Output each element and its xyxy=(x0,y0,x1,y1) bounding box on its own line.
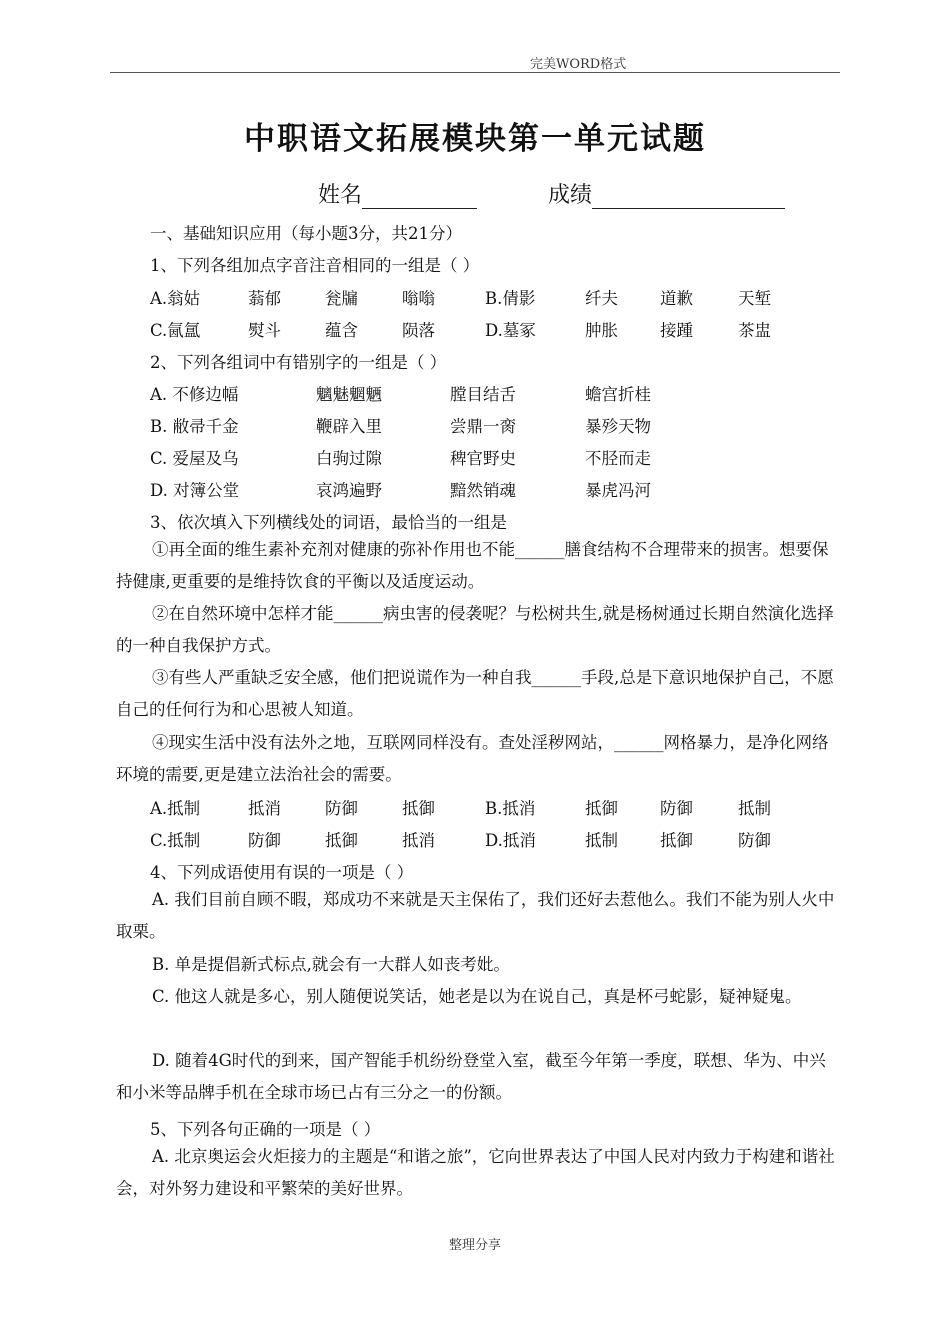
question-5-stem: 5、下列各句正确的一项是（ ） xyxy=(150,1120,381,1139)
option-item: 接踵 xyxy=(660,321,693,340)
question-3-passage-4: ④现实生活中没有法外之地，互联网同样没有。查处淫秽网站，______网格暴力，是净化网络环境的需要,更是建立法治社会的需要。 xyxy=(116,733,829,784)
option-item: A.翁姑 xyxy=(150,289,201,308)
score-label: 成绩 xyxy=(548,183,593,208)
option-item: B.倩影 xyxy=(485,289,536,308)
name-label: 姓名 xyxy=(318,183,363,208)
option-item: 抵御 xyxy=(585,799,618,818)
option-item: 哀鸿遍野 xyxy=(316,481,382,500)
section-heading: 一、基础知识应用（每小题3分，共21分） xyxy=(150,224,462,243)
option-item: D. 对簿公堂 xyxy=(150,481,240,500)
option-item: 陨落 xyxy=(402,321,435,340)
option-item: 蕴含 xyxy=(325,321,358,340)
option-item: 嗡嗡 xyxy=(402,289,435,308)
question-4-stem: 4、下列成语使用有误的一项是（ ） xyxy=(150,863,414,882)
question-2-stem: 2、下列各组词中有错别字的一组是（ ） xyxy=(150,353,447,372)
option-item: 蓊郁 xyxy=(248,289,281,308)
option-item: 抵消 xyxy=(248,799,281,818)
page-title: 中职语文拓展模块第一单元试题 xyxy=(244,121,706,157)
option-item: 防御 xyxy=(738,831,771,850)
option-item: 抵御 xyxy=(660,831,693,850)
question-4-option-c: C. 他这人就是多心，别人随便说笑话，她老是以为在说自己，真是杯弓蛇影，疑神疑鬼。 xyxy=(152,987,802,1006)
option-item: C.氤氲 xyxy=(150,321,201,340)
option-item: 鞭辟入里 xyxy=(316,417,382,436)
question-4-option-b: B. 单是提倡新式标点,就会有一大群人如丧考妣。 xyxy=(152,955,510,974)
footer-text: 整理分享 xyxy=(448,1238,501,1253)
option-item: 抵御 xyxy=(402,799,435,818)
option-item: 茶盅 xyxy=(738,321,771,340)
option-item: 稗官野史 xyxy=(450,449,516,468)
option-item: 道歉 xyxy=(660,289,693,308)
question-3-passage-2: ②在自然环境中怎样才能______病虫害的侵袭呢？与松树共生,就是杨树通过长期自然演化选择的一种自我保护方式。 xyxy=(116,604,834,655)
option-item: 不胫而走 xyxy=(585,449,651,468)
option-item: 天堑 xyxy=(738,289,771,308)
option-item: 抵制 xyxy=(738,799,771,818)
option-item: 暴殄天物 xyxy=(585,417,651,436)
option-item: 抵御 xyxy=(325,831,358,850)
question-3-passage-1: ①再全面的维生素补充剂对健康的弥补作用也不能______膳食结构不合理带来的损害。想要保持健康,更重要的是维持饮食的平衡以及适度运动。 xyxy=(116,540,829,591)
name-field xyxy=(318,178,477,209)
option-item: C. 爱屋及乌 xyxy=(150,449,239,468)
question-5-option-a: A. 北京奥运会火炬接力的主题是“和谐之旅”，它向世界表达了中国人民对内致力于构建和谐社会，对外努力建设和平繁荣的美好世界。 xyxy=(116,1147,835,1198)
option-item: 白驹过隙 xyxy=(316,449,382,468)
header-divider xyxy=(110,72,840,73)
score-field xyxy=(548,178,785,209)
option-item: 防御 xyxy=(660,799,693,818)
option-item: 防御 xyxy=(325,799,358,818)
question-1-stem: 1、下列各组加点字音注音相同的一组是（ ） xyxy=(150,256,480,275)
option-item: 防御 xyxy=(248,831,281,850)
option-item: 熨斗 xyxy=(248,321,281,340)
option-item: A.抵制 xyxy=(150,799,201,818)
question-3-passage-3: ③有些人严重缺乏安全感，他们把说谎作为一种自我______手段,总是下意识地保护自己，不愿自己的任何行为和心思被人知道。 xyxy=(116,668,834,719)
question-4-option-a: A. 我们目前自顾不暇，郑成功不来就是天主保佑了，我们还好去惹他么。我们不能为别人火中取栗。 xyxy=(116,890,835,941)
question-4-option-d: D. 随着4G时代的到来，国产智能手机纷纷登堂入室，截至今年第一季度，联想、华为、中兴和小米等品牌手机在全球市场已占有三分之一的份额。 xyxy=(116,1051,826,1102)
score-blank xyxy=(592,186,785,209)
option-item: 蟾宫折桂 xyxy=(585,385,651,404)
option-item: B.抵消 xyxy=(485,799,536,818)
option-item: D.抵消 xyxy=(485,831,536,850)
option-item: 肿胀 xyxy=(585,321,618,340)
option-item: 瓮牖 xyxy=(325,289,358,308)
name-blank xyxy=(362,186,477,209)
question-3-stem: 3、依次填入下列横线处的词语，最恰当的一组是 xyxy=(150,513,507,532)
option-item: 黯然销魂 xyxy=(450,481,516,500)
option-item: 纤夫 xyxy=(585,289,618,308)
option-item: B. 敝帚千金 xyxy=(150,417,239,436)
header-watermark: 完美WORD格式 xyxy=(530,57,627,72)
option-item: 膛目结舌 xyxy=(450,385,516,404)
option-item: 抵消 xyxy=(402,831,435,850)
option-item: C.抵制 xyxy=(150,831,201,850)
option-item: 魑魅魍魉 xyxy=(316,385,382,404)
option-item: 抵制 xyxy=(585,831,618,850)
option-item: A. 不修边幅 xyxy=(150,385,239,404)
option-item: 尝鼎一脔 xyxy=(450,417,516,436)
option-item: D.墓冢 xyxy=(485,321,536,340)
option-item: 暴虎冯河 xyxy=(585,481,651,500)
